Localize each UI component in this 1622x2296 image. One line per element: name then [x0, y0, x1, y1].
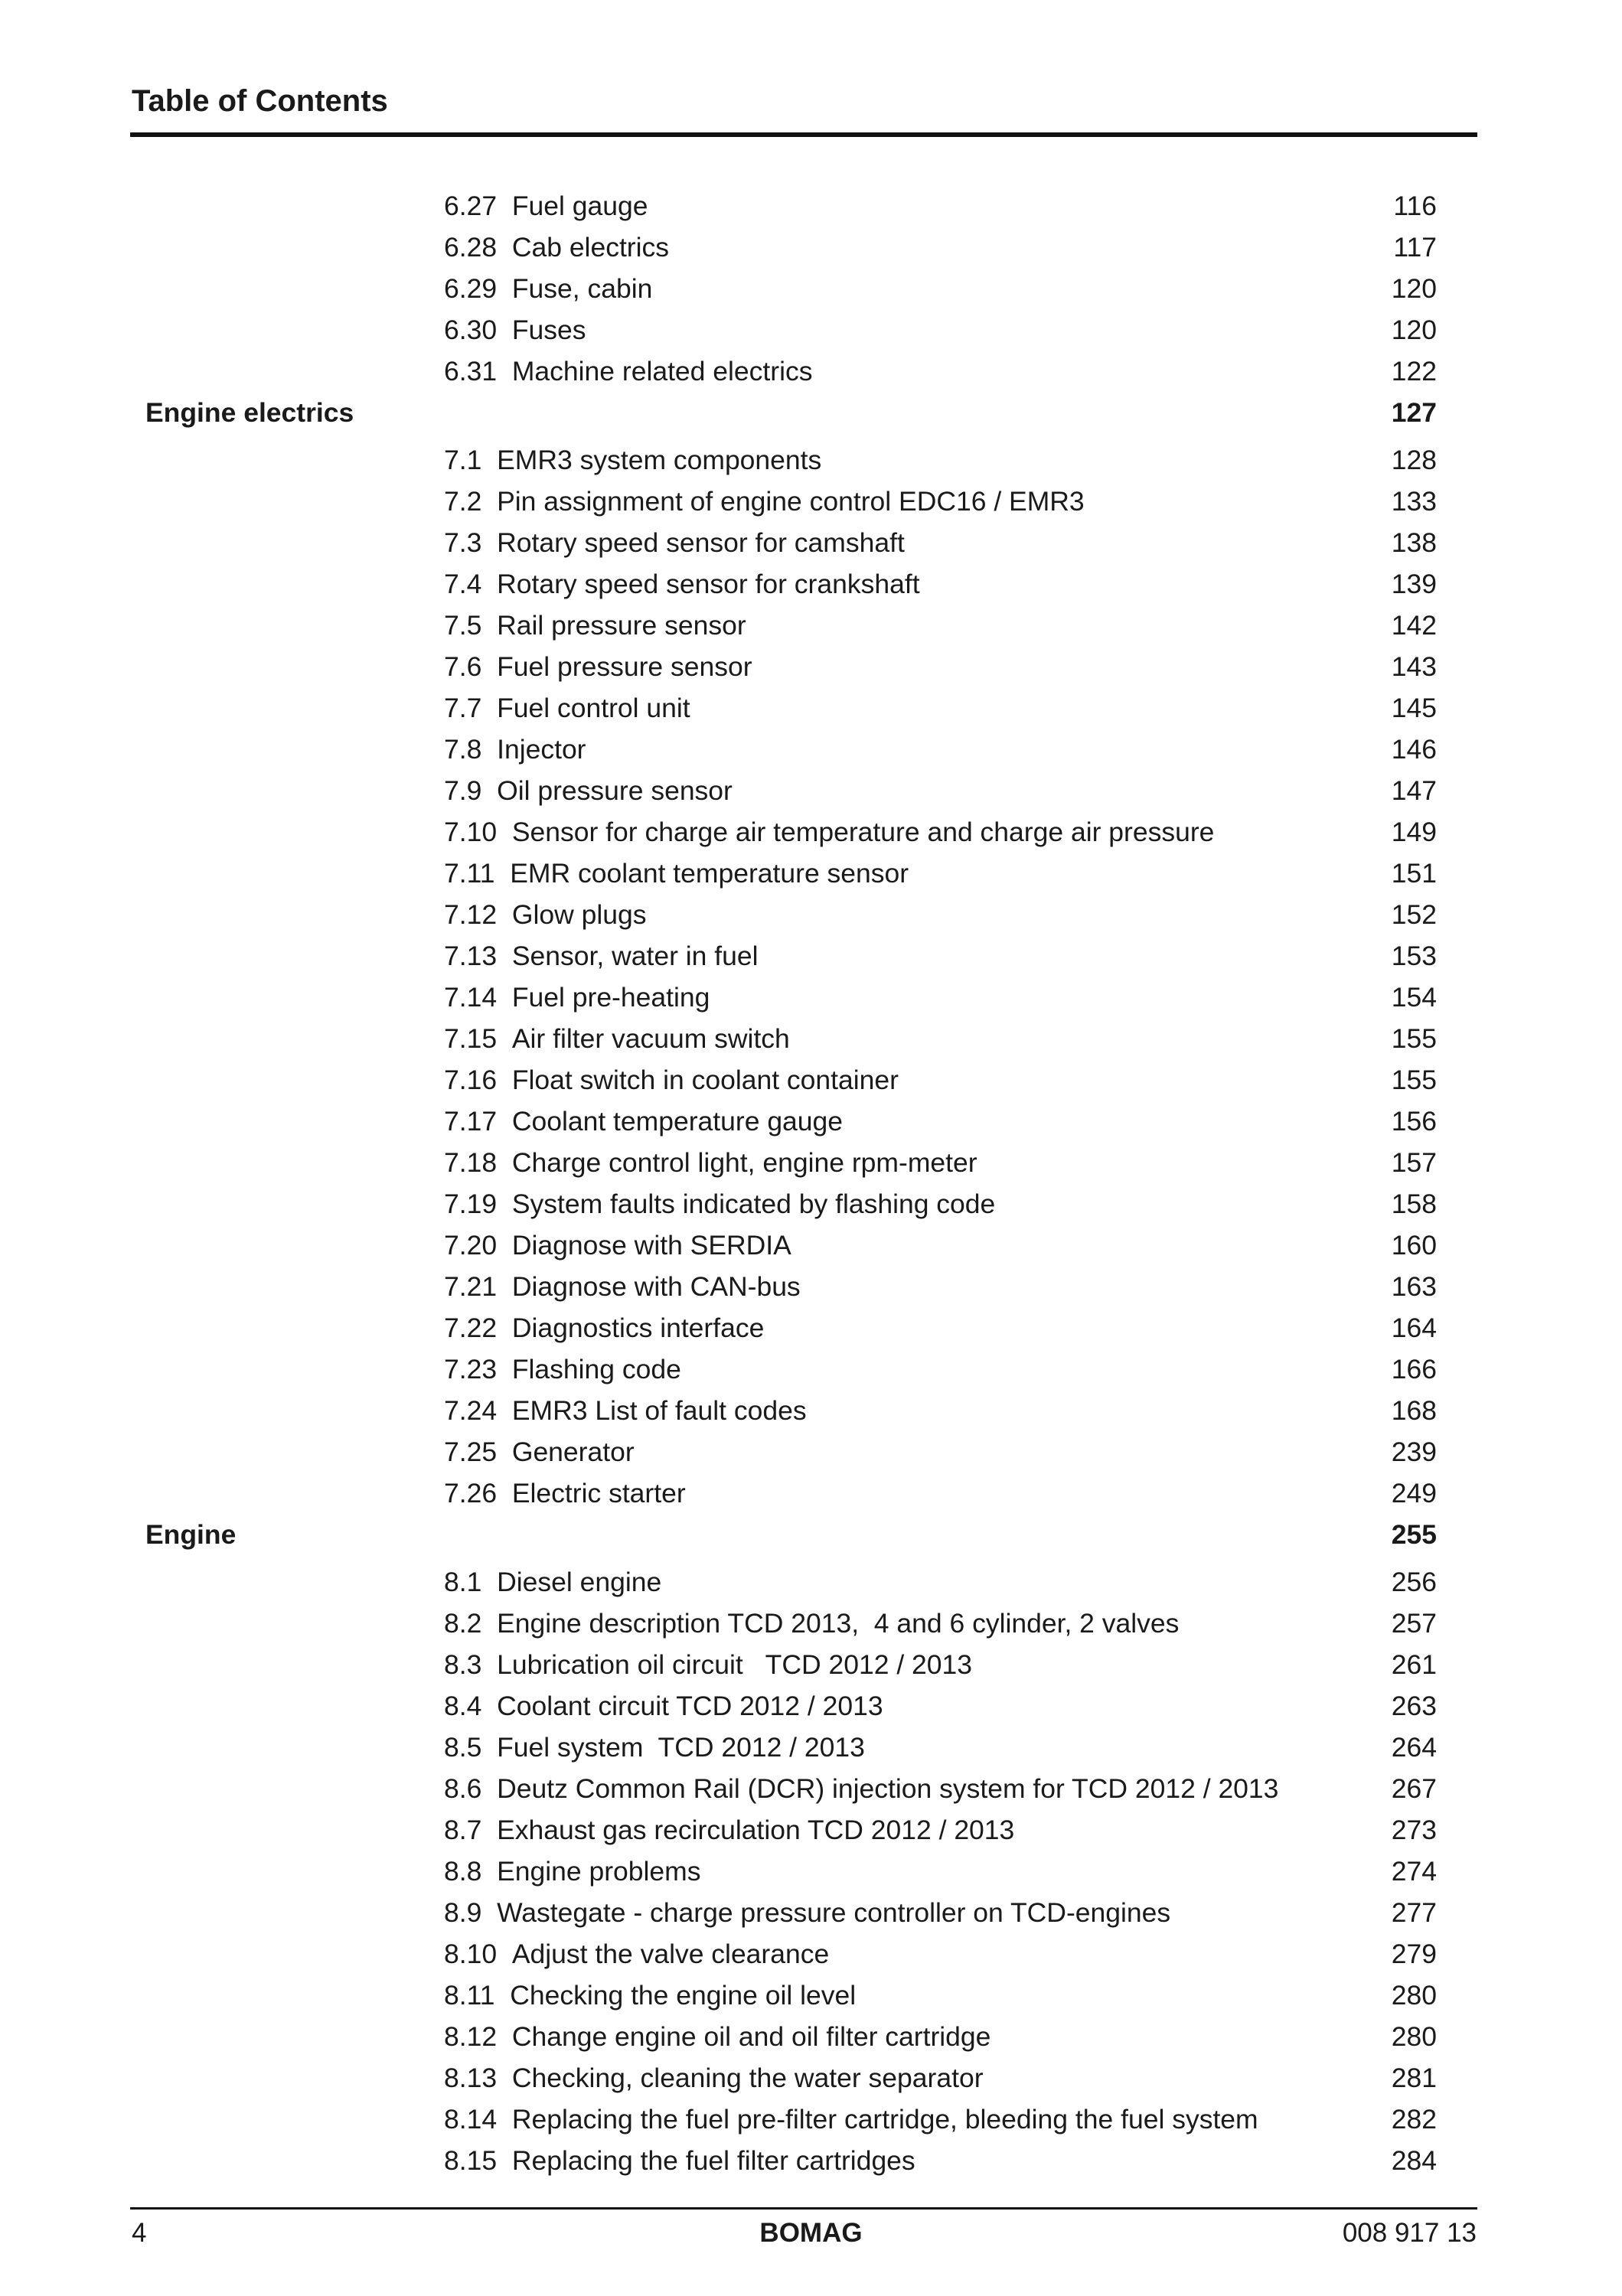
toc-entry-title: Coolant temperature gauge — [511, 1106, 844, 1137]
toc-entry-number: 7.24 — [444, 1395, 498, 1426]
toc-entry-label — [444, 770, 733, 811]
toc-entry-row[interactable] — [0, 1768, 1622, 1809]
toc-entry-title: Diagnose with CAN-bus — [511, 1271, 801, 1302]
toc-entry-number: 8.10 — [444, 1939, 498, 1969]
toc-entry-number: 7.8 — [444, 734, 482, 765]
toc-entry-number: 8.15 — [444, 2145, 498, 2176]
toc-entry-label — [444, 1183, 995, 1225]
toc-entry-title: Engine problems — [497, 1856, 701, 1887]
toc-entry-row[interactable] — [0, 1933, 1622, 1975]
toc-entry-row[interactable] — [0, 2140, 1622, 2181]
toc-entry-label — [444, 1892, 1170, 1933]
toc-entry-number: 8.1 — [444, 1567, 482, 1597]
toc-entry-title: Machine related electrics — [511, 356, 813, 386]
toc-entry-number: 7.9 — [444, 775, 482, 806]
toc-page-number: 256 — [1391, 1567, 1437, 1597]
toc-entry-label — [444, 1431, 635, 1473]
toc-entry-title: System faults indicated by flashing code — [511, 1189, 996, 1219]
toc-page-number: 280 — [1391, 1980, 1437, 2011]
toc-entry-label — [444, 853, 909, 894]
toc-entry-row[interactable] — [0, 439, 1622, 481]
toc-entry-number: 6.30 — [444, 315, 498, 345]
toc-entry-number: 8.13 — [444, 2063, 498, 2093]
toc-entry-number: 7.14 — [444, 982, 498, 1013]
toc-entry-number: 6.31 — [444, 356, 498, 386]
toc-page-number: 164 — [1391, 1313, 1437, 1343]
toc-entry-row[interactable] — [0, 1431, 1622, 1473]
toc-entry-number: 7.2 — [444, 486, 482, 517]
toc-entry-row[interactable] — [0, 2057, 1622, 2099]
toc-page-number: 279 — [1391, 1939, 1437, 1969]
toc-entry-title: Rail pressure sensor — [497, 610, 746, 641]
toc-entry-label — [444, 351, 812, 392]
toc-entry-title: Adjust the valve clearance — [511, 1939, 830, 1969]
toc-entry-row[interactable] — [0, 227, 1622, 268]
toc-entry-row[interactable] — [0, 1142, 1622, 1183]
toc-page-number: 116 — [1393, 191, 1437, 221]
toc-chapter-title: Engine electrics — [145, 397, 354, 428]
toc-entry-row[interactable] — [0, 1225, 1622, 1266]
toc-entry-title: Oil pressure sensor — [497, 775, 733, 806]
toc-entry-row[interactable] — [0, 2099, 1622, 2140]
toc-entry-label — [444, 811, 1214, 853]
toc-page-number: 157 — [1391, 1147, 1437, 1178]
toc-entry-title: Deutz Common Rail (DCR) injection system for TCD 2012 / 2013 — [497, 1773, 1279, 1804]
toc-entry-label — [444, 309, 586, 351]
toc-entry-label — [444, 605, 746, 646]
toc-page-number: 154 — [1391, 982, 1437, 1013]
toc-page-number: 128 — [1391, 445, 1437, 475]
toc-entry-number: 8.2 — [444, 1608, 482, 1639]
toc-entry-label — [444, 1851, 701, 1892]
toc-entry-label — [444, 1975, 856, 2016]
toc-entry-row[interactable] — [0, 351, 1622, 392]
toc-entry-title: Cab electrics — [511, 232, 670, 263]
toc-entry-title: Diesel engine — [497, 1567, 662, 1597]
toc-entry-row[interactable] — [0, 1685, 1622, 1727]
toc-page-number: 143 — [1391, 651, 1437, 682]
toc-entry-label — [444, 646, 752, 687]
page-title: Table of Contents — [132, 84, 388, 118]
toc-entry-label — [444, 1561, 661, 1603]
toc-page-number: 158 — [1391, 1189, 1437, 1219]
toc-entry-row[interactable] — [0, 1183, 1622, 1225]
toc-page-number: 156 — [1391, 1106, 1437, 1137]
toc-chapter-row[interactable] — [0, 1514, 1622, 1561]
toc-entry-number: 7.19 — [444, 1189, 498, 1219]
toc-entry-number: 8.11 — [444, 1980, 495, 2011]
toc-entry-title: Diagnose with SERDIA — [511, 1230, 791, 1261]
toc-page-number: 239 — [1391, 1437, 1437, 1467]
toc-entry-title: Replacing the fuel pre-filter cartridge, bleeding the fuel system — [511, 2104, 1258, 2135]
toc-page-number: 273 — [1391, 1815, 1437, 1845]
toc-entry-number: 7.17 — [444, 1106, 498, 1137]
toc-entry-number: 7.16 — [444, 1065, 498, 1095]
toc-entry-row[interactable] — [0, 605, 1622, 646]
toc-entry-number: 7.26 — [444, 1478, 498, 1508]
toc-entry-label — [444, 481, 1085, 522]
toc-entry-number: 7.6 — [444, 651, 482, 682]
toc-entry-label — [444, 1809, 1014, 1851]
toc-entry-row[interactable] — [0, 1349, 1622, 1390]
toc-page-number: 160 — [1391, 1230, 1437, 1261]
toc-entry-label — [444, 729, 586, 770]
toc-entry-row[interactable] — [0, 481, 1622, 522]
toc-entry-title: Exhaust gas recirculation TCD 2012 / 2013 — [497, 1815, 1015, 1845]
toc-entry-label — [444, 522, 905, 563]
toc-entry-title: Float switch in coolant container — [511, 1065, 899, 1095]
toc-entry-title: Fuel pressure sensor — [497, 651, 752, 682]
toc-entry-title: Electric starter — [511, 1478, 686, 1508]
toc-entry-label — [444, 1768, 1278, 1809]
toc-page-number: 147 — [1391, 775, 1437, 806]
toc-page-number: 152 — [1391, 899, 1437, 930]
toc-page-number: 155 — [1391, 1065, 1437, 1095]
toc-page-number: 264 — [1391, 1732, 1437, 1763]
toc-entry-row[interactable] — [0, 894, 1622, 935]
footer-divider — [130, 2207, 1477, 2210]
toc-entry-label — [444, 977, 710, 1018]
toc-entry-title: EMR coolant temperature sensor — [510, 858, 909, 889]
toc-entry-label — [444, 935, 758, 977]
toc-page-number: 277 — [1391, 1897, 1437, 1928]
toc-entry-label — [444, 1307, 764, 1349]
toc-entry-label — [444, 268, 652, 309]
toc-page-number: 146 — [1391, 734, 1437, 765]
toc-entry-title: EMR3 List of fault codes — [511, 1395, 807, 1426]
toc-page-number: 155 — [1391, 1023, 1437, 1054]
toc-entry-row[interactable] — [0, 563, 1622, 605]
toc-entry-number: 8.7 — [444, 1815, 482, 1845]
toc-entry-row[interactable] — [0, 309, 1622, 351]
toc-page-number: 163 — [1391, 1271, 1437, 1302]
toc-page-number: 139 — [1391, 569, 1437, 599]
toc-entry-title: Wastegate - charge pressure controller on TCD-engines — [497, 1897, 1171, 1928]
toc-entry-label — [444, 185, 648, 227]
toc-entry-number: 8.6 — [444, 1773, 482, 1804]
toc-entry-title: Injector — [497, 734, 586, 765]
toc-entry-title: Glow plugs — [511, 899, 647, 930]
toc-entry-row[interactable] — [0, 1266, 1622, 1307]
toc-entry-number: 7.15 — [444, 1023, 498, 1054]
toc-entry-number: 7.11 — [444, 858, 495, 889]
toc-entry-label — [444, 1266, 801, 1307]
toc-entry-number: 6.29 — [444, 273, 498, 304]
toc-entry-number: 7.10 — [444, 817, 498, 847]
toc-entry-row[interactable] — [0, 1059, 1622, 1101]
toc-page-number: 145 — [1391, 693, 1437, 723]
toc-entry-row[interactable] — [0, 1018, 1622, 1059]
toc-entry-label — [444, 1349, 681, 1390]
toc-entry-number: 8.5 — [444, 1732, 482, 1763]
footer-brand: BOMAG — [759, 2218, 863, 2248]
toc-entry-label — [444, 2140, 915, 2181]
toc-entry-label — [444, 1644, 972, 1685]
toc-entry-number: 7.23 — [444, 1354, 498, 1384]
toc-entry-title: Rotary speed sensor for camshaft — [497, 527, 905, 558]
table-of-contents — [0, 185, 1622, 2181]
toc-entry-title: Fuel gauge — [511, 191, 648, 221]
toc-page-number: 249 — [1391, 1478, 1437, 1508]
toc-entry-row[interactable] — [0, 1975, 1622, 2016]
toc-entry-row[interactable] — [0, 935, 1622, 977]
toc-entry-title: Air filter vacuum switch — [511, 1023, 790, 1054]
toc-entry-row[interactable] — [0, 1727, 1622, 1768]
toc-page-number: 257 — [1391, 1608, 1437, 1639]
toc-entry-title: Fuel system TCD 2012 / 2013 — [497, 1732, 865, 1763]
toc-entry-title: Checking, cleaning the water separator — [511, 2063, 984, 2093]
toc-entry-row[interactable] — [0, 1851, 1622, 1892]
toc-entry-row[interactable] — [0, 1307, 1622, 1349]
header-divider — [130, 132, 1477, 137]
toc-entry-title: Change engine oil and oil filter cartridge — [511, 2021, 991, 2052]
toc-entry-title: Fuel control unit — [497, 693, 690, 723]
footer-doc-number: 008 917 13 — [1342, 2218, 1477, 2248]
toc-entry-title: Sensor for charge air temperature and charge air pressure — [511, 817, 1215, 847]
toc-entry-title: Engine description TCD 2013, 4 and 6 cylinder, 2 valves — [497, 1608, 1180, 1639]
toc-entry-label — [444, 1473, 686, 1514]
toc-entry-number: 7.12 — [444, 899, 498, 930]
toc-entry-title: Flashing code — [511, 1354, 681, 1384]
toc-entry-title: Rotary speed sensor for crankshaft — [497, 569, 920, 599]
toc-entry-row[interactable] — [0, 1809, 1622, 1851]
toc-entry-label — [444, 563, 920, 605]
toc-page-number: 122 — [1391, 356, 1437, 386]
toc-entry-row[interactable] — [0, 1561, 1622, 1603]
toc-entry-title: Replacing the fuel filter cartridges — [511, 2145, 915, 2176]
toc-entry-label — [444, 439, 821, 481]
toc-entry-label — [444, 687, 690, 729]
toc-entry-label — [444, 1685, 883, 1727]
toc-page-number: 280 — [1391, 2021, 1437, 2052]
toc-entry-number: 8.9 — [444, 1897, 482, 1928]
toc-entry-label — [444, 227, 669, 268]
toc-entry-number: 8.3 — [444, 1649, 482, 1680]
toc-entry-row[interactable] — [0, 646, 1622, 687]
toc-entry-title: Lubrication oil circuit TCD 2012 / 2013 — [497, 1649, 973, 1680]
toc-page-number: 263 — [1391, 1691, 1437, 1721]
toc-entry-number: 8.8 — [444, 1856, 482, 1887]
toc-entry-label — [444, 2016, 990, 2057]
toc-entry-number: 7.20 — [444, 1230, 498, 1261]
toc-entry-title: Fuel pre-heating — [511, 982, 710, 1013]
toc-entry-title: Generator — [511, 1437, 635, 1467]
toc-page-number: 281 — [1391, 2063, 1437, 2093]
toc-entry-title: Charge control light, engine rpm-meter — [511, 1147, 977, 1178]
toc-entry-title: Pin assignment of engine control EDC16 / EMR3 — [497, 486, 1085, 517]
toc-entry-label — [444, 894, 646, 935]
toc-page-number: 282 — [1391, 2104, 1437, 2135]
toc-entry-title: Sensor, water in fuel — [511, 941, 759, 971]
toc-entry-number: 7.25 — [444, 1437, 498, 1467]
toc-page-number: 166 — [1391, 1354, 1437, 1384]
toc-entry-label — [444, 1101, 843, 1142]
toc-entry-row[interactable] — [0, 687, 1622, 729]
toc-entry-number: 7.5 — [444, 610, 482, 641]
toc-entry-title: Diagnostics interface — [511, 1313, 765, 1343]
toc-page-number: 284 — [1391, 2145, 1437, 2176]
toc-entry-number: 7.3 — [444, 527, 482, 558]
toc-entry-label — [444, 1933, 829, 1975]
toc-entry-row[interactable] — [0, 853, 1622, 894]
toc-entry-row[interactable] — [0, 1473, 1622, 1514]
toc-entry-row[interactable] — [0, 1892, 1622, 1933]
toc-entry-row[interactable] — [0, 268, 1622, 309]
toc-entry-number: 7.1 — [444, 445, 482, 475]
toc-page-number: 261 — [1391, 1649, 1437, 1680]
toc-entry-number: 6.28 — [444, 232, 498, 263]
toc-entry-row[interactable] — [0, 770, 1622, 811]
toc-entry-row[interactable] — [0, 1101, 1622, 1142]
toc-entry-label — [444, 1059, 899, 1101]
toc-entry-label — [444, 1225, 791, 1266]
toc-entry-number: 7.7 — [444, 693, 482, 723]
toc-chapter-title: Engine — [145, 1519, 237, 1550]
toc-entry-number: 7.18 — [444, 1147, 498, 1178]
toc-page-number: 168 — [1391, 1395, 1437, 1426]
toc-entry-label — [444, 2057, 984, 2099]
toc-entry-row[interactable] — [0, 1603, 1622, 1644]
toc-page-number: 127 — [1391, 397, 1437, 428]
toc-entry-row[interactable] — [0, 729, 1622, 770]
toc-page-number: 151 — [1391, 858, 1437, 889]
toc-entry-label — [444, 1018, 790, 1059]
toc-entry-number: 7.22 — [444, 1313, 498, 1343]
toc-entry-row[interactable] — [0, 977, 1622, 1018]
toc-entry-number: 6.27 — [444, 191, 498, 221]
toc-entry-number: 8.12 — [444, 2021, 498, 2052]
toc-entry-row[interactable] — [0, 185, 1622, 227]
toc-entry-number: 7.4 — [444, 569, 482, 599]
toc-entry-label — [444, 1142, 977, 1183]
toc-entry-title: Fuse, cabin — [511, 273, 653, 304]
toc-page-number: 120 — [1391, 315, 1437, 345]
toc-entry-label — [444, 1390, 807, 1431]
toc-entry-row[interactable] — [0, 1644, 1622, 1685]
toc-entry-title: EMR3 system components — [497, 445, 822, 475]
toc-page-number: 267 — [1391, 1773, 1437, 1804]
toc-entry-row[interactable] — [0, 2016, 1622, 2057]
toc-page-number: 138 — [1391, 527, 1437, 558]
toc-page-number: 149 — [1391, 817, 1437, 847]
toc-chapter-row[interactable] — [0, 392, 1622, 439]
toc-entry-title: Checking the engine oil level — [510, 1980, 857, 2011]
toc-entry-label — [444, 2099, 1258, 2140]
toc-entry-row[interactable] — [0, 811, 1622, 853]
toc-page-number: 133 — [1391, 486, 1437, 517]
toc-page-number: 142 — [1391, 610, 1437, 641]
toc-entry-row[interactable] — [0, 522, 1622, 563]
toc-entry-number: 8.14 — [444, 2104, 498, 2135]
toc-entry-number: 7.21 — [444, 1271, 498, 1302]
toc-page-number: 153 — [1391, 941, 1437, 971]
toc-entry-row[interactable] — [0, 1390, 1622, 1431]
toc-entry-label — [444, 1603, 1179, 1644]
footer-page-number: 4 — [132, 2218, 147, 2248]
toc-page-number: 274 — [1391, 1856, 1437, 1887]
toc-page-number: 255 — [1391, 1519, 1437, 1550]
toc-entry-title: Fuses — [511, 315, 586, 345]
toc-page-number: 117 — [1393, 232, 1437, 263]
toc-entry-number: 7.13 — [444, 941, 498, 971]
toc-page-number: 120 — [1391, 273, 1437, 304]
toc-entry-label — [444, 1727, 865, 1768]
toc-entry-number: 8.4 — [444, 1691, 482, 1721]
toc-entry-title: Coolant circuit TCD 2012 / 2013 — [497, 1691, 883, 1721]
